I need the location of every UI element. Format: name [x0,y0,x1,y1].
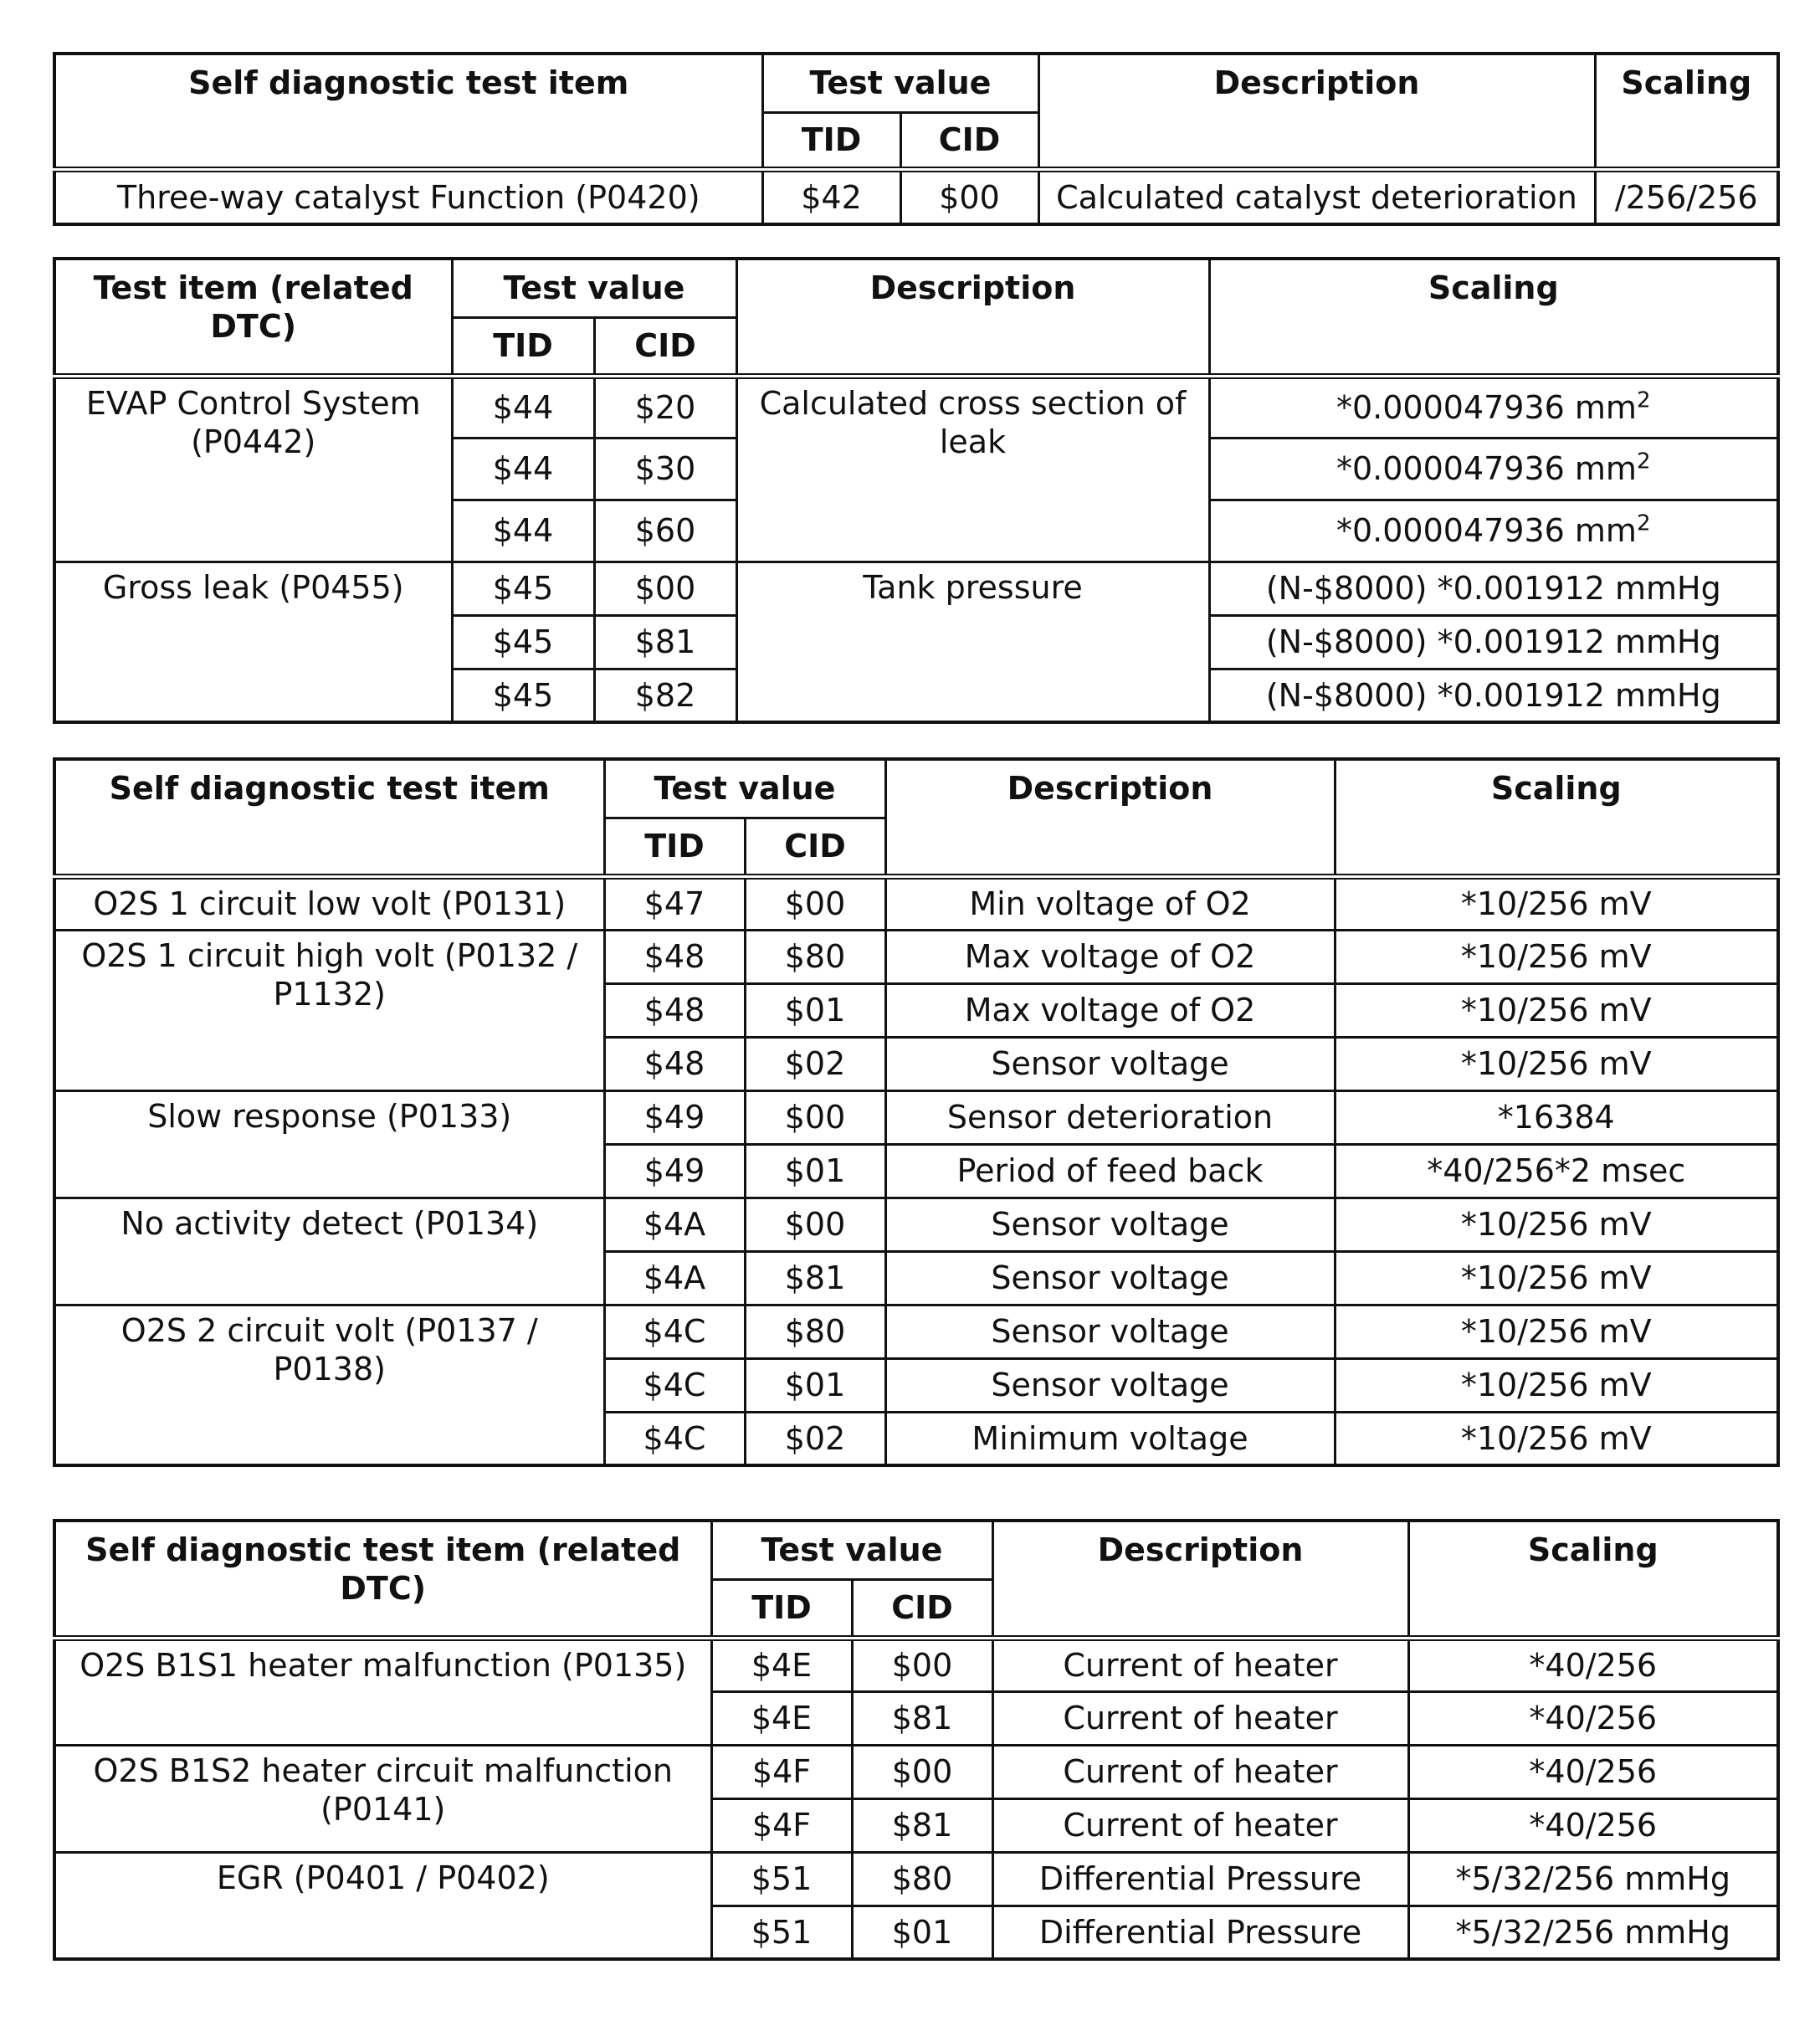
description-cell: Sensor deterioration [885,1090,1335,1144]
tid-cell: $51 [711,1852,852,1906]
description-cell: Tank pressure [736,562,1209,722]
tid-cell: $4C [604,1358,745,1412]
table-row [54,1638,1778,1691]
cid-cell: $82 [594,669,736,722]
table-row [54,169,1778,224]
item-cell: Slow response (P0133) [54,1090,604,1198]
header-test-value: Test value [711,1521,992,1579]
tid-cell: $4A [604,1251,745,1305]
scaling-cell: *40/256 [1408,1638,1778,1691]
description-cell: Max voltage of O2 [885,983,1335,1037]
description-cell: Sensor voltage [885,1198,1335,1251]
tid-cell: $44 [452,500,594,562]
header-item: Self diagnostic test item (related DTC) [54,1521,711,1638]
scaling-cell: /256/256 [1595,169,1778,224]
cid-cell: $00 [745,1090,885,1144]
description-cell: Sensor voltage [885,1305,1335,1358]
header-description: Description [992,1521,1408,1638]
item-cell: O2S B1S1 heater malfunction (P0135) [54,1638,711,1745]
scaling-cell: *5/32/256 mmHg [1408,1852,1778,1906]
header-tid: TID [711,1579,852,1638]
cid-cell: $01 [745,1358,885,1412]
header-test-value: Test value [604,759,885,818]
catalyst-table [53,52,1780,226]
scaling-cell: *0.000047936 $mm^2$ [1209,438,1778,500]
header-description: Description [885,759,1335,876]
description-cell: Current of heater [992,1638,1408,1691]
heater-egr-table [53,1519,1780,1961]
item-cell: Gross leak (P0455) [54,562,452,722]
description-cell: Max voltage of O2 [885,930,1335,983]
cid-cell: $00 [594,562,736,615]
header-item: Self diagnostic test item [54,759,604,876]
header-tid: TID [604,818,745,876]
scaling-cell: *40/256 [1408,1691,1778,1745]
header-item: Self diagnostic test item [54,54,762,169]
header-description: Description [1038,54,1595,169]
header-tid: TID [452,317,594,376]
cid-cell: $30 [594,438,736,500]
header-cid: CID [594,317,736,376]
table-row [54,1305,1778,1358]
header-test-value: Test value [762,54,1038,112]
scaling-cell: *10/256 mV [1335,1412,1778,1465]
cid-cell: $00 [900,169,1038,224]
header-tid: TID [762,112,900,169]
tid-cell: $45 [452,562,594,615]
scaling-cell: *10/256 mV [1335,1251,1778,1305]
description-cell: Period of feed back [885,1144,1335,1198]
description-cell: Differential Pressure [992,1906,1408,1959]
scaling-cell: (N-$8000) *0.001912 mmHg [1209,562,1778,615]
description-cell: Sensor voltage [885,1358,1335,1412]
tid-cell: $44 [452,376,594,438]
description-cell: Current of heater [992,1745,1408,1798]
tid-cell: $49 [604,1144,745,1198]
table-row [54,1745,1778,1798]
cid-cell: $80 [852,1852,992,1906]
cid-cell: $02 [745,1412,885,1465]
tid-cell: $4E [711,1638,852,1691]
description-cell: Calculated catalyst deterioration [1038,169,1595,224]
tid-cell: $4F [711,1798,852,1852]
item-cell: EGR (P0401 / P0402) [54,1852,711,1959]
tid-cell: $4C [604,1412,745,1465]
header-item: Test item (related DTC) [54,259,452,376]
scaling-cell: *16384 [1335,1090,1778,1144]
header-scaling: Scaling [1209,259,1778,376]
cid-cell: $81 [594,615,736,669]
header-scaling: Scaling [1335,759,1778,876]
table-row [54,876,1778,930]
table-row [54,376,1778,438]
cid-cell: $00 [745,876,885,930]
tid-cell: $47 [604,876,745,930]
item-cell: O2S 1 circuit low volt (P0131) [54,876,604,930]
description-cell: Differential Pressure [992,1852,1408,1906]
header-description: Description [736,259,1209,376]
description-cell: Minimum voltage [885,1412,1335,1465]
table-row [54,930,1778,983]
scaling-cell: *10/256 mV [1335,983,1778,1037]
tid-cell: $4E [711,1691,852,1745]
cid-cell: $01 [745,1144,885,1198]
cid-cell: $80 [745,1305,885,1358]
cid-cell: $20 [594,376,736,438]
description-cell: Min voltage of O2 [885,876,1335,930]
table-row [54,1852,1778,1906]
scaling-cell: *10/256 mV [1335,876,1778,930]
cid-cell: $81 [852,1691,992,1745]
item-cell: O2S B1S2 heater circuit malfunction (P0141) [54,1745,711,1852]
tid-cell: $48 [604,930,745,983]
item-cell: EVAP Control System (P0442) [54,376,452,562]
scaling-cell: *40/256*2 msec [1335,1144,1778,1198]
tid-cell: $4C [604,1305,745,1358]
item-cell: Three-way catalyst Function (P0420) [54,169,762,224]
scaling-cell: (N-$8000) *0.001912 mmHg [1209,615,1778,669]
cid-cell: $81 [745,1251,885,1305]
cid-cell: $60 [594,500,736,562]
cid-cell: $81 [852,1798,992,1852]
header-cid: CID [745,818,885,876]
header-cid: CID [900,112,1038,169]
cid-cell: $01 [745,983,885,1037]
tid-cell: $45 [452,615,594,669]
item-cell: O2S 1 circuit high volt (P0132 / P1132) [54,930,604,1090]
cid-cell: $00 [852,1745,992,1798]
description-cell: Current of heater [992,1798,1408,1852]
tid-cell: $48 [604,983,745,1037]
header-test-value: Test value [452,259,736,317]
description-cell: Calculated cross section of leak [736,376,1209,562]
table-row [54,1198,1778,1251]
scaling-cell: *10/256 mV [1335,1305,1778,1358]
scaling-cell: *10/256 mV [1335,1198,1778,1251]
scaling-cell: *0.000047936 $mm^2$ [1209,376,1778,438]
tid-cell: $42 [762,169,900,224]
description-cell: Sensor voltage [885,1037,1335,1090]
scaling-cell: (N-$8000) *0.001912 mmHg [1209,669,1778,722]
header-scaling: Scaling [1595,54,1778,169]
item-cell: O2S 2 circuit volt (P0137 / P0138) [54,1305,604,1465]
header-scaling: Scaling [1408,1521,1778,1638]
tid-cell: $4A [604,1198,745,1251]
cid-cell: $02 [745,1037,885,1090]
scaling-cell: *0.000047936 $mm^2$ [1209,500,1778,562]
scaling-cell: *10/256 mV [1335,930,1778,983]
item-cell: No activity detect (P0134) [54,1198,604,1305]
scaling-cell: *5/32/256 mmHg [1408,1906,1778,1959]
scaling-cell: *10/256 mV [1335,1358,1778,1412]
tid-cell: $49 [604,1090,745,1144]
tid-cell: $51 [711,1906,852,1959]
description-cell: Sensor voltage [885,1251,1335,1305]
scaling-cell: *40/256 [1408,1745,1778,1798]
scaling-cell: *40/256 [1408,1798,1778,1852]
scaling-cell: *10/256 mV [1335,1037,1778,1090]
cid-cell: $80 [745,930,885,983]
table-row [54,562,1778,615]
cid-cell: $00 [745,1198,885,1251]
description-cell: Current of heater [992,1691,1408,1745]
cid-cell: $00 [852,1638,992,1691]
o2-sensor-table [53,757,1780,1467]
table-row [54,1090,1778,1144]
tid-cell: $45 [452,669,594,722]
tid-cell: $4F [711,1745,852,1798]
tid-cell: $44 [452,438,594,500]
cid-cell: $01 [852,1906,992,1959]
header-cid: CID [852,1579,992,1638]
evap-table [53,257,1780,724]
tid-cell: $48 [604,1037,745,1090]
